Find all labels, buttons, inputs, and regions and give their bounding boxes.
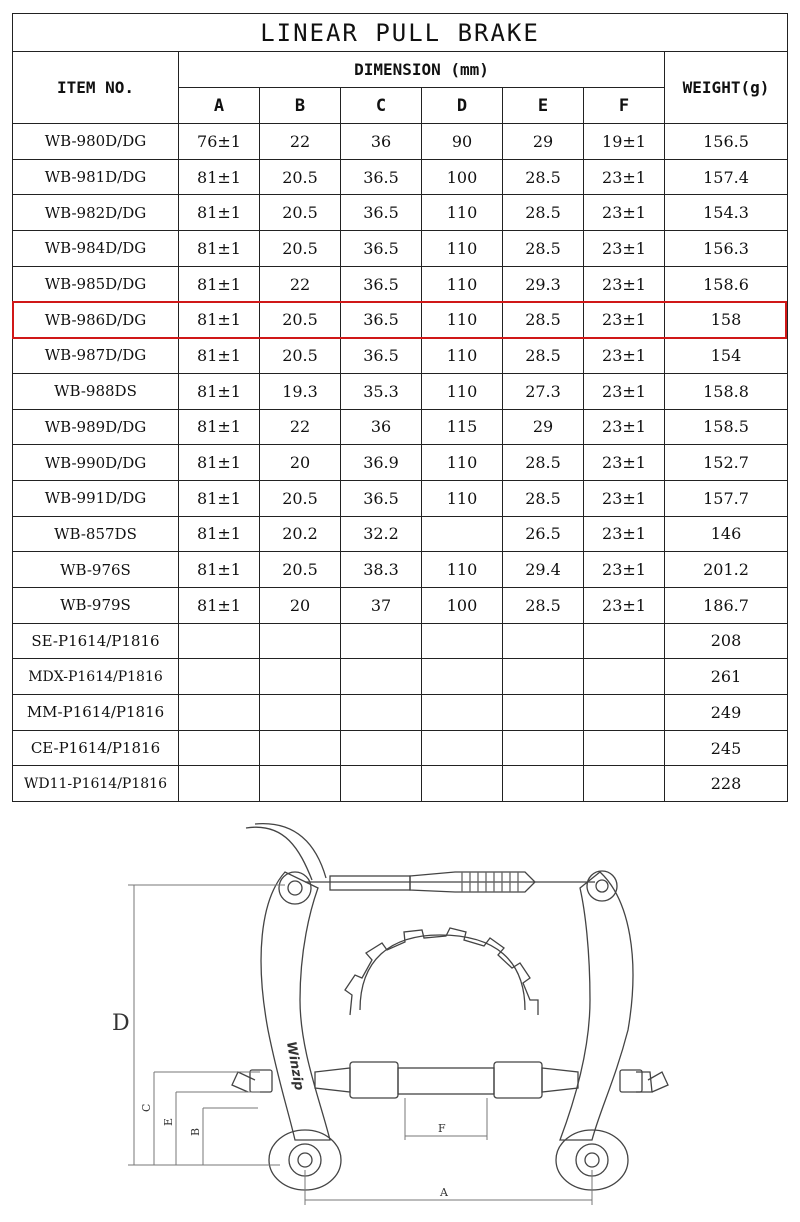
- item-no-cell: MM-P1614/P1816: [13, 695, 179, 731]
- dimension-d-label: D: [112, 1011, 130, 1036]
- item-no-cell: WB-976S: [13, 552, 179, 588]
- cable-noodle: [330, 876, 410, 890]
- dim-e-cell: [503, 730, 584, 766]
- table-row: [13, 659, 788, 695]
- dim-e-cell: 28.5: [503, 480, 584, 516]
- dim-f-cell: [584, 659, 665, 695]
- dim-b-cell: 22: [260, 409, 341, 445]
- weight-header: WEIGHT(g): [665, 52, 788, 124]
- table-row: [13, 409, 788, 445]
- item-no-cell: WB-985D/DG: [13, 266, 179, 302]
- dim-d-cell: 110: [422, 373, 503, 409]
- dim-c-cell: 36: [341, 124, 422, 160]
- dim-a-cell: 81±1: [179, 480, 260, 516]
- table-row: [13, 124, 788, 160]
- item-no-cell: WB-979S: [13, 587, 179, 623]
- item-no-cell: WB-980D/DG: [13, 124, 179, 160]
- item-no-cell: SE-P1614/P1816: [13, 623, 179, 659]
- dim-e-cell: [503, 623, 584, 659]
- dim-d-cell: 100: [422, 587, 503, 623]
- dim-col-header-e: E: [503, 88, 584, 124]
- dim-e-cell: 28.5: [503, 338, 584, 374]
- dim-b-cell: 20.5: [260, 159, 341, 195]
- dim-f-cell: 23±1: [584, 552, 665, 588]
- item-no-cell: WB-991D/DG: [13, 480, 179, 516]
- dim-f-cell: 23±1: [584, 302, 665, 338]
- item-no-cell: CE-P1614/P1816: [13, 730, 179, 766]
- dim-a-cell: 81±1: [179, 266, 260, 302]
- spec-table: [12, 13, 788, 802]
- dim-col-header-b: B: [260, 88, 341, 124]
- weight-cell: 146: [665, 516, 788, 552]
- item-no-cell: WB-984D/DG: [13, 231, 179, 267]
- item-no-cell: WB-987D/DG: [13, 338, 179, 374]
- weight-cell: 154: [665, 338, 788, 374]
- dim-d-cell: 110: [422, 445, 503, 481]
- dim-c-cell: [341, 766, 422, 802]
- weight-cell: 245: [665, 730, 788, 766]
- dim-col-header-c: C: [341, 88, 422, 124]
- dim-a-cell: 81±1: [179, 587, 260, 623]
- item-no-cell: WB-857DS: [13, 516, 179, 552]
- left-brake-pad: [350, 1062, 398, 1098]
- table-row: [13, 231, 788, 267]
- item-no-cell: WB-982D/DG: [13, 195, 179, 231]
- table-row: [13, 302, 788, 338]
- dim-c-cell: [341, 623, 422, 659]
- weight-cell: 158.8: [665, 373, 788, 409]
- weight-cell: 154.3: [665, 195, 788, 231]
- dimension-c-label: C: [140, 1103, 153, 1112]
- dimension-b-label: B: [189, 1127, 202, 1136]
- dim-d-cell: [422, 659, 503, 695]
- dim-e-cell: 28.5: [503, 159, 584, 195]
- weight-cell: 156.5: [665, 124, 788, 160]
- dim-d-cell: 110: [422, 480, 503, 516]
- table-row: [13, 730, 788, 766]
- item-no-cell: WB-988DS: [13, 373, 179, 409]
- dim-f-cell: 23±1: [584, 231, 665, 267]
- arm-logo-text: Winzip: [282, 1040, 307, 1092]
- dim-d-cell: [422, 623, 503, 659]
- dim-d-cell: [422, 516, 503, 552]
- dim-d-cell: 90: [422, 124, 503, 160]
- dim-a-cell: 81±1: [179, 373, 260, 409]
- dim-e-cell: [503, 659, 584, 695]
- weight-cell: 152.7: [665, 445, 788, 481]
- dim-a-cell: 81±1: [179, 516, 260, 552]
- table-title: LINEAR PULL BRAKE: [13, 14, 788, 52]
- cable-housing: [246, 827, 312, 880]
- dim-c-cell: 36.9: [341, 445, 422, 481]
- item-no-cell: WB-990D/DG: [13, 445, 179, 481]
- dim-d-cell: 110: [422, 338, 503, 374]
- dim-f-cell: 23±1: [584, 338, 665, 374]
- dim-a-cell: 76±1: [179, 124, 260, 160]
- dim-b-cell: [260, 659, 341, 695]
- dim-b-cell: 20.2: [260, 516, 341, 552]
- weight-cell: 249: [665, 695, 788, 731]
- right-brake-arm: [560, 872, 633, 1140]
- dim-a-cell: [179, 730, 260, 766]
- dim-b-cell: 20.5: [260, 302, 341, 338]
- dim-e-cell: 29: [503, 409, 584, 445]
- dim-f-cell: 23±1: [584, 266, 665, 302]
- dim-a-cell: 81±1: [179, 338, 260, 374]
- dim-col-header-a: A: [179, 88, 260, 124]
- dim-b-cell: [260, 766, 341, 802]
- item-no-cell: WB-989D/DG: [13, 409, 179, 445]
- table-row: [13, 623, 788, 659]
- weight-cell: 186.7: [665, 587, 788, 623]
- table-body: [13, 124, 788, 802]
- dim-b-cell: 20: [260, 587, 341, 623]
- weight-cell: 201.2: [665, 552, 788, 588]
- dim-f-cell: [584, 623, 665, 659]
- weight-cell: 158.6: [665, 266, 788, 302]
- dim-a-cell: [179, 695, 260, 731]
- dim-d-cell: [422, 695, 503, 731]
- item-no-cell: WD11-P1614/P1816: [13, 766, 179, 802]
- dim-a-cell: 81±1: [179, 302, 260, 338]
- dim-a-cell: [179, 659, 260, 695]
- dim-f-cell: 23±1: [584, 516, 665, 552]
- table-row: [13, 445, 788, 481]
- dim-e-cell: 26.5: [503, 516, 584, 552]
- dim-a-cell: 81±1: [179, 195, 260, 231]
- dim-f-cell: 23±1: [584, 445, 665, 481]
- dim-col-header-d: D: [422, 88, 503, 124]
- dim-e-cell: [503, 695, 584, 731]
- dim-d-cell: 110: [422, 302, 503, 338]
- dim-b-cell: 22: [260, 124, 341, 160]
- dim-f-cell: 23±1: [584, 373, 665, 409]
- dim-f-cell: 23±1: [584, 159, 665, 195]
- weight-cell: 157.4: [665, 159, 788, 195]
- dim-c-cell: [341, 659, 422, 695]
- dim-f-cell: 23±1: [584, 480, 665, 516]
- dim-b-cell: [260, 623, 341, 659]
- brake-dimension-diagram: [0, 810, 800, 1222]
- dim-e-cell: [503, 766, 584, 802]
- weight-cell: 157.7: [665, 480, 788, 516]
- dim-e-cell: 28.5: [503, 195, 584, 231]
- dim-e-cell: 29.3: [503, 266, 584, 302]
- dim-c-cell: [341, 730, 422, 766]
- weight-cell: 158: [665, 302, 788, 338]
- dim-b-cell: 20.5: [260, 195, 341, 231]
- weight-cell: 208: [665, 623, 788, 659]
- dim-f-cell: 23±1: [584, 409, 665, 445]
- table-row: [13, 516, 788, 552]
- table-row: [13, 195, 788, 231]
- weight-cell: 228: [665, 766, 788, 802]
- dim-d-cell: 110: [422, 231, 503, 267]
- dim-c-cell: 36.5: [341, 266, 422, 302]
- dim-e-cell: 28.5: [503, 445, 584, 481]
- dim-b-cell: 20.5: [260, 552, 341, 588]
- table-row: [13, 480, 788, 516]
- dimension-e-label: E: [162, 1117, 175, 1126]
- dim-d-cell: 115: [422, 409, 503, 445]
- dim-e-cell: 27.3: [503, 373, 584, 409]
- dim-d-cell: 110: [422, 266, 503, 302]
- dim-b-cell: 20: [260, 445, 341, 481]
- dim-c-cell: [341, 695, 422, 731]
- dim-f-cell: 19±1: [584, 124, 665, 160]
- pad-spacer: [398, 1068, 494, 1094]
- dim-c-cell: 36.5: [341, 302, 422, 338]
- dim-b-cell: [260, 695, 341, 731]
- dim-b-cell: 20.5: [260, 338, 341, 374]
- dim-e-cell: 28.5: [503, 302, 584, 338]
- dim-b-cell: [260, 730, 341, 766]
- weight-cell: 261: [665, 659, 788, 695]
- dim-f-cell: 23±1: [584, 587, 665, 623]
- table-row: [13, 266, 788, 302]
- dim-d-cell: [422, 766, 503, 802]
- dim-a-cell: [179, 623, 260, 659]
- left-brake-arm: [261, 872, 330, 1140]
- dim-a-cell: [179, 766, 260, 802]
- dim-a-cell: 81±1: [179, 552, 260, 588]
- dim-f-cell: [584, 766, 665, 802]
- dim-c-cell: 36.5: [341, 195, 422, 231]
- dim-e-cell: 29.4: [503, 552, 584, 588]
- dim-a-cell: 81±1: [179, 445, 260, 481]
- dim-a-cell: 81±1: [179, 159, 260, 195]
- dim-f-cell: [584, 695, 665, 731]
- table-row: [13, 587, 788, 623]
- dimension-header: DIMENSION (mm): [179, 52, 665, 88]
- dim-c-cell: 36.5: [341, 480, 422, 516]
- dim-b-cell: 20.5: [260, 231, 341, 267]
- dim-b-cell: 20.5: [260, 480, 341, 516]
- dim-e-cell: 28.5: [503, 231, 584, 267]
- weight-cell: 156.3: [665, 231, 788, 267]
- table-row: [13, 766, 788, 802]
- item-no-cell: MDX-P1614/P1816: [13, 659, 179, 695]
- dim-d-cell: 110: [422, 195, 503, 231]
- weight-cell: 158.5: [665, 409, 788, 445]
- dim-d-cell: 110: [422, 552, 503, 588]
- dim-d-cell: 100: [422, 159, 503, 195]
- table-row: [13, 695, 788, 731]
- dimension-a-label: A: [440, 1186, 448, 1199]
- dim-b-cell: 22: [260, 266, 341, 302]
- dim-c-cell: 36.5: [341, 231, 422, 267]
- dim-c-cell: 37: [341, 587, 422, 623]
- dim-a-cell: 81±1: [179, 231, 260, 267]
- dim-c-cell: 36.5: [341, 159, 422, 195]
- table-row: [13, 552, 788, 588]
- table-row: [13, 373, 788, 409]
- dim-c-cell: 36: [341, 409, 422, 445]
- item-no-header: ITEM NO.: [13, 52, 179, 124]
- dim-c-cell: 36.5: [341, 338, 422, 374]
- dim-d-cell: [422, 730, 503, 766]
- dim-a-cell: 81±1: [179, 409, 260, 445]
- dim-f-cell: 23±1: [584, 195, 665, 231]
- item-no-cell: WB-981D/DG: [13, 159, 179, 195]
- dim-c-cell: 38.3: [341, 552, 422, 588]
- table-row: [13, 338, 788, 374]
- dim-c-cell: 35.3: [341, 373, 422, 409]
- right-brake-pad: [494, 1062, 542, 1098]
- dim-e-cell: 29: [503, 124, 584, 160]
- table-row: [13, 159, 788, 195]
- dim-col-header-f: F: [584, 88, 665, 124]
- item-no-cell: WB-986D/DG: [13, 302, 179, 338]
- dim-b-cell: 19.3: [260, 373, 341, 409]
- dim-e-cell: 28.5: [503, 587, 584, 623]
- dim-f-cell: [584, 730, 665, 766]
- dimension-f-label: F: [438, 1122, 446, 1135]
- dim-c-cell: 32.2: [341, 516, 422, 552]
